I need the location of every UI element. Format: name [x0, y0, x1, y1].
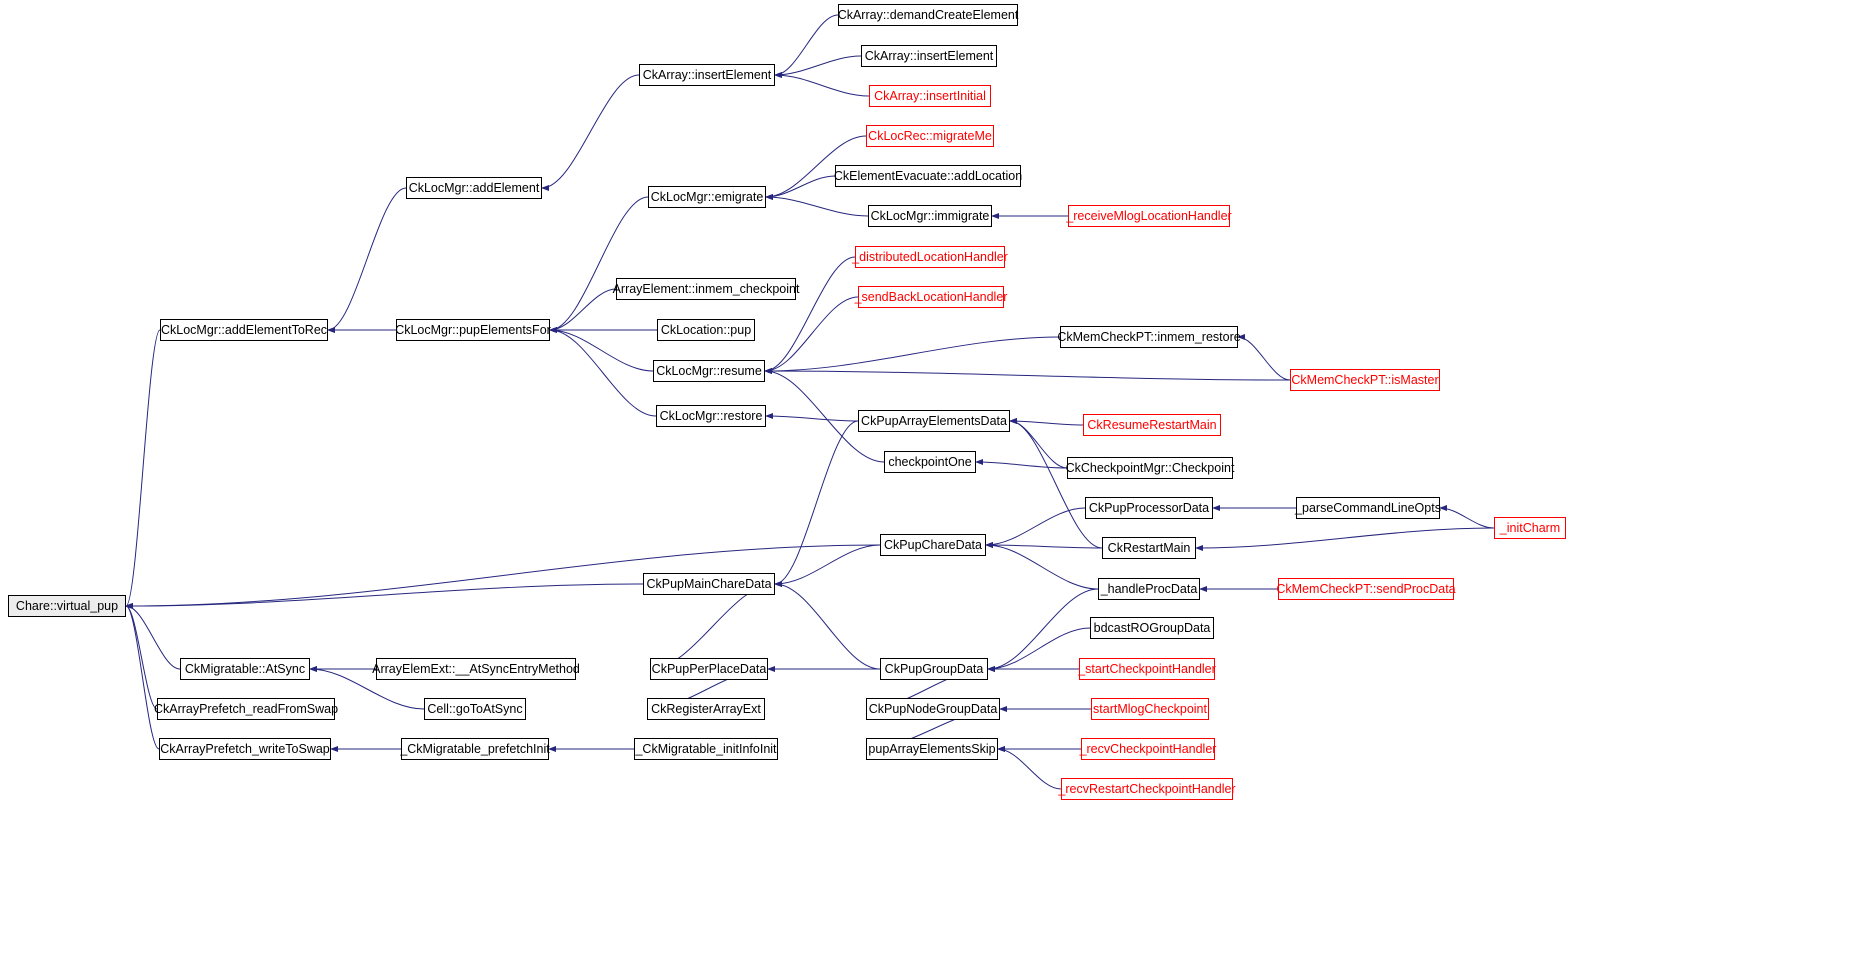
graph-node[interactable]: CkResumeRestartMain: [1083, 414, 1221, 436]
graph-edge: [1010, 421, 1083, 425]
graph-node[interactable]: CkLocMgr::resume: [653, 360, 765, 382]
graph-node[interactable]: CkLocMgr::restore: [656, 405, 766, 427]
graph-edge: [986, 545, 1102, 548]
graph-node[interactable]: CkRegisterArrayExt: [647, 698, 765, 720]
graph-node[interactable]: _sendBackLocationHandler: [858, 286, 1004, 308]
graph-node[interactable]: CkArray::insertElement: [861, 45, 997, 67]
graph-node[interactable]: CkPupGroupData: [880, 658, 988, 680]
graph-node[interactable]: CkArray::insertElement: [639, 64, 775, 86]
graph-edge: [126, 606, 159, 749]
graph-node[interactable]: CkLocRec::migrateMe: [866, 125, 994, 147]
graph-node[interactable]: CkMemCheckPT::inmem_restore: [1060, 326, 1238, 348]
graph-node[interactable]: Cell::goToAtSync: [424, 698, 526, 720]
graph-node[interactable]: CkLocMgr::immigrate: [868, 205, 992, 227]
graph-node[interactable]: CkPupProcessorData: [1085, 497, 1213, 519]
graph-edge: [976, 462, 1067, 468]
graph-edge: [550, 330, 653, 371]
graph-node[interactable]: CkLocMgr::addElementToRec: [160, 319, 328, 341]
graph-node[interactable]: _recvCheckpointHandler: [1081, 738, 1215, 760]
graph-edge: [1238, 337, 1290, 380]
graph-edge: [775, 75, 869, 96]
graph-edge: [1010, 421, 1102, 548]
graph-node[interactable]: CkArray::demandCreateElement: [838, 4, 1018, 26]
graph-node[interactable]: _startCheckpointHandler: [1079, 658, 1215, 680]
graph-edge: [1196, 528, 1494, 548]
graph-node[interactable]: CkLocMgr::emigrate: [648, 186, 766, 208]
graph-node[interactable]: ArrayElement::inmem_checkpoint: [616, 278, 796, 300]
graph-edge: [775, 421, 858, 584]
graph-node[interactable]: CkPupPerPlaceData: [650, 658, 768, 680]
graph-node[interactable]: CkCheckpointMgr::Checkpoint: [1067, 457, 1233, 479]
graph-edge: [550, 330, 656, 416]
graph-edge: [986, 545, 1098, 589]
graph-edge: [775, 15, 838, 75]
graph-node[interactable]: bdcastROGroupData: [1090, 617, 1214, 639]
graph-edge: [775, 545, 880, 584]
graph-edge: [1440, 508, 1494, 528]
graph-node[interactable]: CkPupArrayElementsData: [858, 410, 1010, 432]
graph-edge: [766, 197, 868, 216]
graph-node[interactable]: startMlogCheckpoint: [1091, 698, 1209, 720]
graph-node[interactable]: CkRestartMain: [1102, 537, 1196, 559]
graph-node[interactable]: CkArray::insertInitial: [869, 85, 991, 107]
graph-node[interactable]: _handleProcData: [1098, 578, 1200, 600]
graph-node[interactable]: _receiveMlogLocationHandler: [1068, 205, 1230, 227]
graph-edge: [328, 188, 406, 330]
graph-edge: [775, 584, 880, 669]
graph-edge: [126, 584, 643, 606]
graph-edge: [542, 75, 639, 188]
graph-node[interactable]: checkpointOne: [884, 451, 976, 473]
graph-edge: [1010, 421, 1067, 468]
graph-node[interactable]: ArrayElemExt::__AtSyncEntryMethod: [376, 658, 576, 680]
graph-node[interactable]: CkLocMgr::pupElementsFor: [396, 319, 550, 341]
graph-edge: [126, 606, 180, 669]
graph-edge: [998, 749, 1061, 789]
graph-edge: [766, 176, 835, 197]
graph-edge: [550, 289, 616, 330]
graph-node[interactable]: CkMigratable::AtSync: [180, 658, 310, 680]
graph-edge: [765, 337, 1060, 371]
graph-edge: [988, 589, 1098, 669]
graph-node[interactable]: CkPupNodeGroupData: [866, 698, 1000, 720]
graph-node[interactable]: _distributedLocationHandler: [855, 246, 1005, 268]
graph-node[interactable]: CkPupMainChareData: [643, 573, 775, 595]
graph-node[interactable]: Chare::virtual_pup: [8, 595, 126, 617]
graph-node[interactable]: _recvRestartCheckpointHandler: [1061, 778, 1233, 800]
graph-node[interactable]: CkArrayPrefetch_readFromSwap: [157, 698, 335, 720]
graph-node[interactable]: pupArrayElementsSkip: [866, 738, 998, 760]
graph-edge: [765, 257, 855, 371]
graph-node[interactable]: CkElementEvacuate::addLocation: [835, 165, 1021, 187]
graph-edge: [986, 508, 1085, 545]
graph-node[interactable]: _CkMigratable_prefetchInit: [401, 738, 549, 760]
graph-edge: [126, 330, 160, 606]
graph-node[interactable]: CkMemCheckPT::sendProcData: [1278, 578, 1454, 600]
graph-node[interactable]: CkArrayPrefetch_writeToSwap: [159, 738, 331, 760]
graph-edge: [775, 56, 861, 75]
graph-edge: [765, 297, 858, 371]
graph-node[interactable]: _parseCommandLineOpts: [1296, 497, 1440, 519]
graph-edge: [126, 606, 157, 709]
graph-node[interactable]: CkLocMgr::addElement: [406, 177, 542, 199]
graph-edge: [765, 371, 1290, 380]
graph-edge: [988, 628, 1090, 669]
graph-node[interactable]: CkMemCheckPT::isMaster: [1290, 369, 1440, 391]
graph-node[interactable]: CkLocation::pup: [657, 319, 755, 341]
graph-node[interactable]: _initCharm: [1494, 517, 1566, 539]
graph-node[interactable]: _CkMigratable_initInfoInit: [634, 738, 778, 760]
graph-edge: [766, 416, 858, 421]
graph-node[interactable]: CkPupChareData: [880, 534, 986, 556]
graph-edge: [550, 197, 648, 330]
graph-edge: [650, 584, 775, 669]
